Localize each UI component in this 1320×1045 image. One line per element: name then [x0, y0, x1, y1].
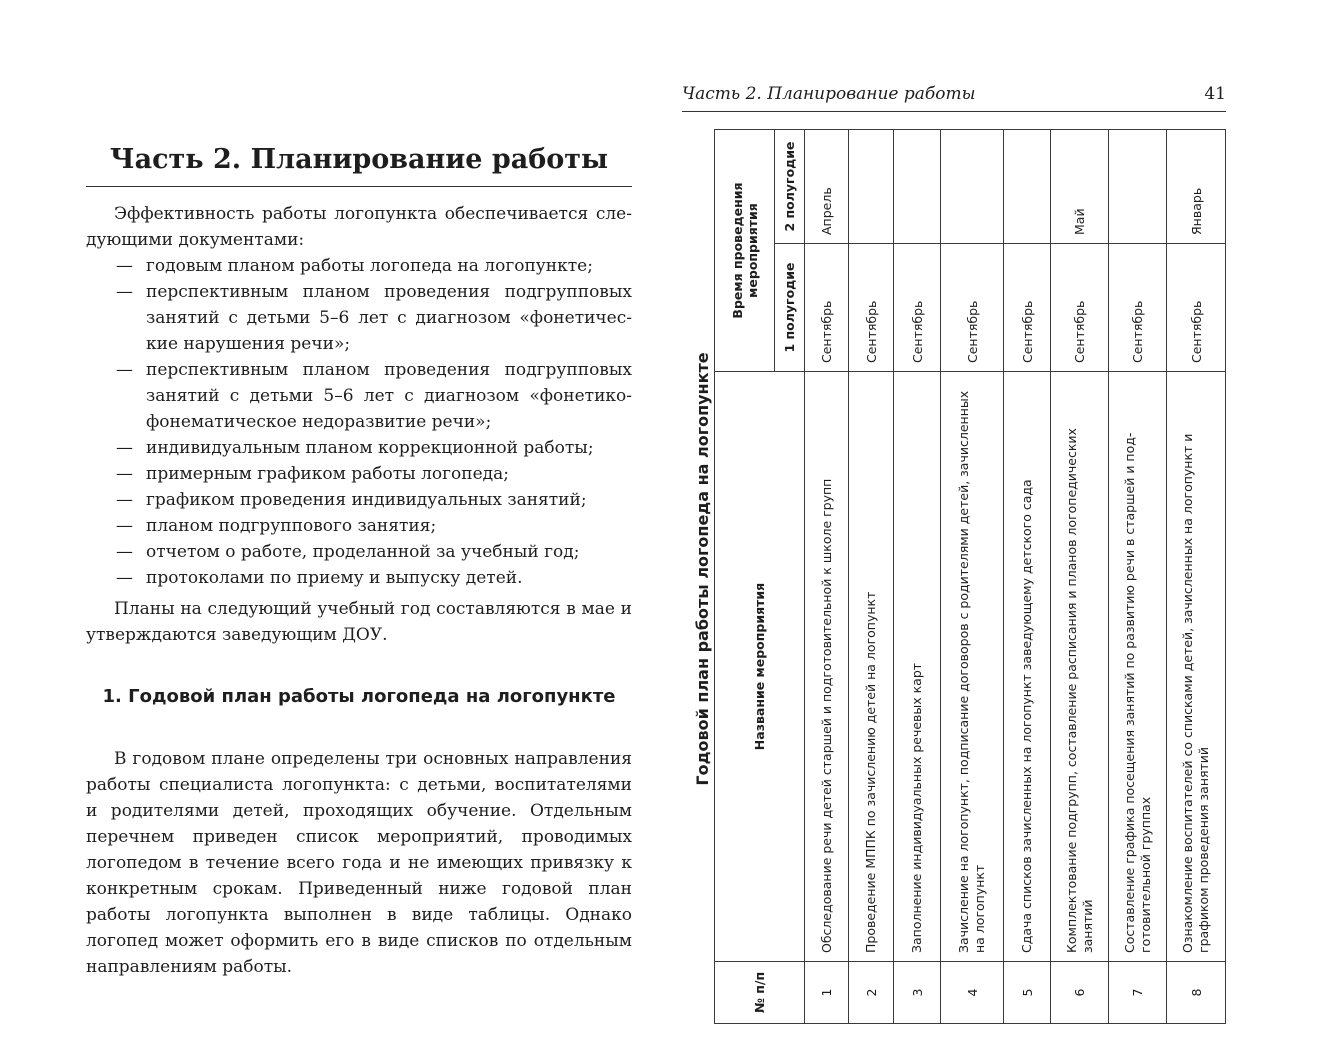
row-half2: Май — [1051, 130, 1109, 244]
row-num: 1 — [805, 962, 849, 1024]
row-num: 3 — [894, 962, 941, 1024]
header-half1: 1 полугодие — [775, 244, 805, 372]
left-page — [86, 140, 632, 980]
row-half1: Сентябрь — [894, 244, 941, 372]
row-name: Комплектование подгрупп, составление расписания и планов логопедических занятий — [1051, 372, 1109, 962]
running-head — [682, 84, 1226, 110]
row-num: 8 — [1167, 962, 1226, 1024]
list-item: — планом подгруппового занятия; — [86, 513, 632, 539]
row-half1: Сентябрь — [1004, 244, 1051, 372]
header-name: Название мероприятия — [715, 372, 805, 962]
row-half1: Сентябрь — [805, 244, 849, 372]
row-name: Обследование речи детей старшей и подготовительной к школе групп — [805, 372, 849, 962]
row-num: 7 — [1109, 962, 1167, 1024]
table-row — [805, 130, 849, 1024]
chapter-title-rule — [86, 186, 632, 187]
list-item: — перспективным планом проведения подгрупповых занятий с детьми 5–6 лет с диагнозом «фонетико-фонематическое недоразвитие речи»; — [86, 357, 632, 435]
table-row — [1167, 130, 1226, 1024]
row-num: 6 — [1051, 962, 1109, 1024]
row-name: Проведение МППК по зачислению детей на логопункт — [849, 372, 894, 962]
row-half1: Сентябрь — [941, 244, 1004, 372]
row-half2 — [894, 130, 941, 244]
row-name: Зачисление на логопункт, подписание договоров с родителями детей, зачисленных на логопункт — [941, 372, 1004, 962]
list-item: — индивидуальным планом коррекционной работы; — [86, 435, 632, 461]
row-half1: Сентябрь — [1109, 244, 1167, 372]
row-num: 4 — [941, 962, 1004, 1024]
section-body-paragraph: В годовом плане определены три основных направления работы специалиста логопункта: с детьми, воспитателями и родителями детей, проходящих обучение. Отдельным перечнем приведен список мероприятий, проводимых логопедом в течение всего года и не имеющих привязку к конкретным срокам. Приведенный ниже годовой план работы логопункта выполнен в виде таблицы. Однако логопед может оформить его в виде списков по отдельным направлениям работы. — [86, 749, 632, 977]
row-half2 — [849, 130, 894, 244]
table-row — [1051, 130, 1109, 1024]
list-item: — примерным графиком работы логопеда; — [86, 461, 632, 487]
chapter-title — [86, 140, 632, 180]
plans-note-paragraph: Планы на следующий учебный год составляются в мае и утверждаются заведующим ДОУ. — [86, 599, 632, 645]
row-name: Сдача списков зачисленных на логопункт заведующему детского сада — [1004, 372, 1051, 962]
list-item: — протоколами по приему и выпуску детей. — [86, 565, 632, 591]
table-row — [1109, 130, 1167, 1024]
row-num: 2 — [849, 962, 894, 1024]
table-header-row — [715, 130, 775, 1024]
row-half2 — [941, 130, 1004, 244]
table-row — [849, 130, 894, 1024]
running-head-title: Часть 2. Планирование работы — [682, 84, 976, 104]
list-item: — графиком проведения индивидуальных занятий; — [86, 487, 632, 513]
row-half1: Сентябрь — [1051, 244, 1109, 372]
row-half2 — [1004, 130, 1051, 244]
header-time: Время проведения мероприятия — [715, 130, 775, 372]
running-head-rule — [682, 111, 1226, 112]
plan-table-container — [714, 130, 1225, 1024]
header-half2: 2 полугодие — [775, 130, 805, 244]
plan-table — [714, 129, 1226, 1024]
section-title: 1. Годовой план работы логопеда на логопункте — [102, 686, 616, 707]
table-title: Годовой план работы логопеда на логопункте — [693, 352, 712, 786]
chapter-title-main: Планирование работы — [250, 144, 609, 175]
row-name: Ознакомление воспитателей со списками детей, зачисленных на логопункт и графиком проведения занятий — [1167, 372, 1226, 962]
header-num: № п/п — [715, 962, 805, 1024]
row-half2: Январь — [1167, 130, 1226, 244]
row-name: Заполнение индивидуальных речевых карт — [894, 372, 941, 962]
table-row — [941, 130, 1004, 1024]
page-number: 41 — [1204, 84, 1226, 104]
table-row — [1004, 130, 1051, 1024]
list-item: — годовым планом работы логопеда на логопункте; — [86, 253, 632, 279]
row-half2: Апрель — [805, 130, 849, 244]
row-half1: Сентябрь — [849, 244, 894, 372]
documents-list — [86, 253, 632, 591]
row-name: Составление графика посещения занятий по развитию речи в старшей и подготовительной группах — [1109, 372, 1167, 962]
intro-paragraph: Эффективность работы логопункта обеспечивается следующими документами: — [86, 204, 632, 250]
list-item: — перспективным планом проведения подгрупповых занятий с детьми 5–6 лет с диагнозом «фонетические нарушения речи»; — [86, 279, 632, 357]
row-num: 5 — [1004, 962, 1051, 1024]
row-half2 — [1109, 130, 1167, 244]
table-row — [894, 130, 941, 1024]
chapter-title-prefix: Часть 2. — [109, 144, 242, 175]
list-item: — отчетом о работе, проделанной за учебный год; — [86, 539, 632, 565]
row-half1: Сентябрь — [1167, 244, 1226, 372]
